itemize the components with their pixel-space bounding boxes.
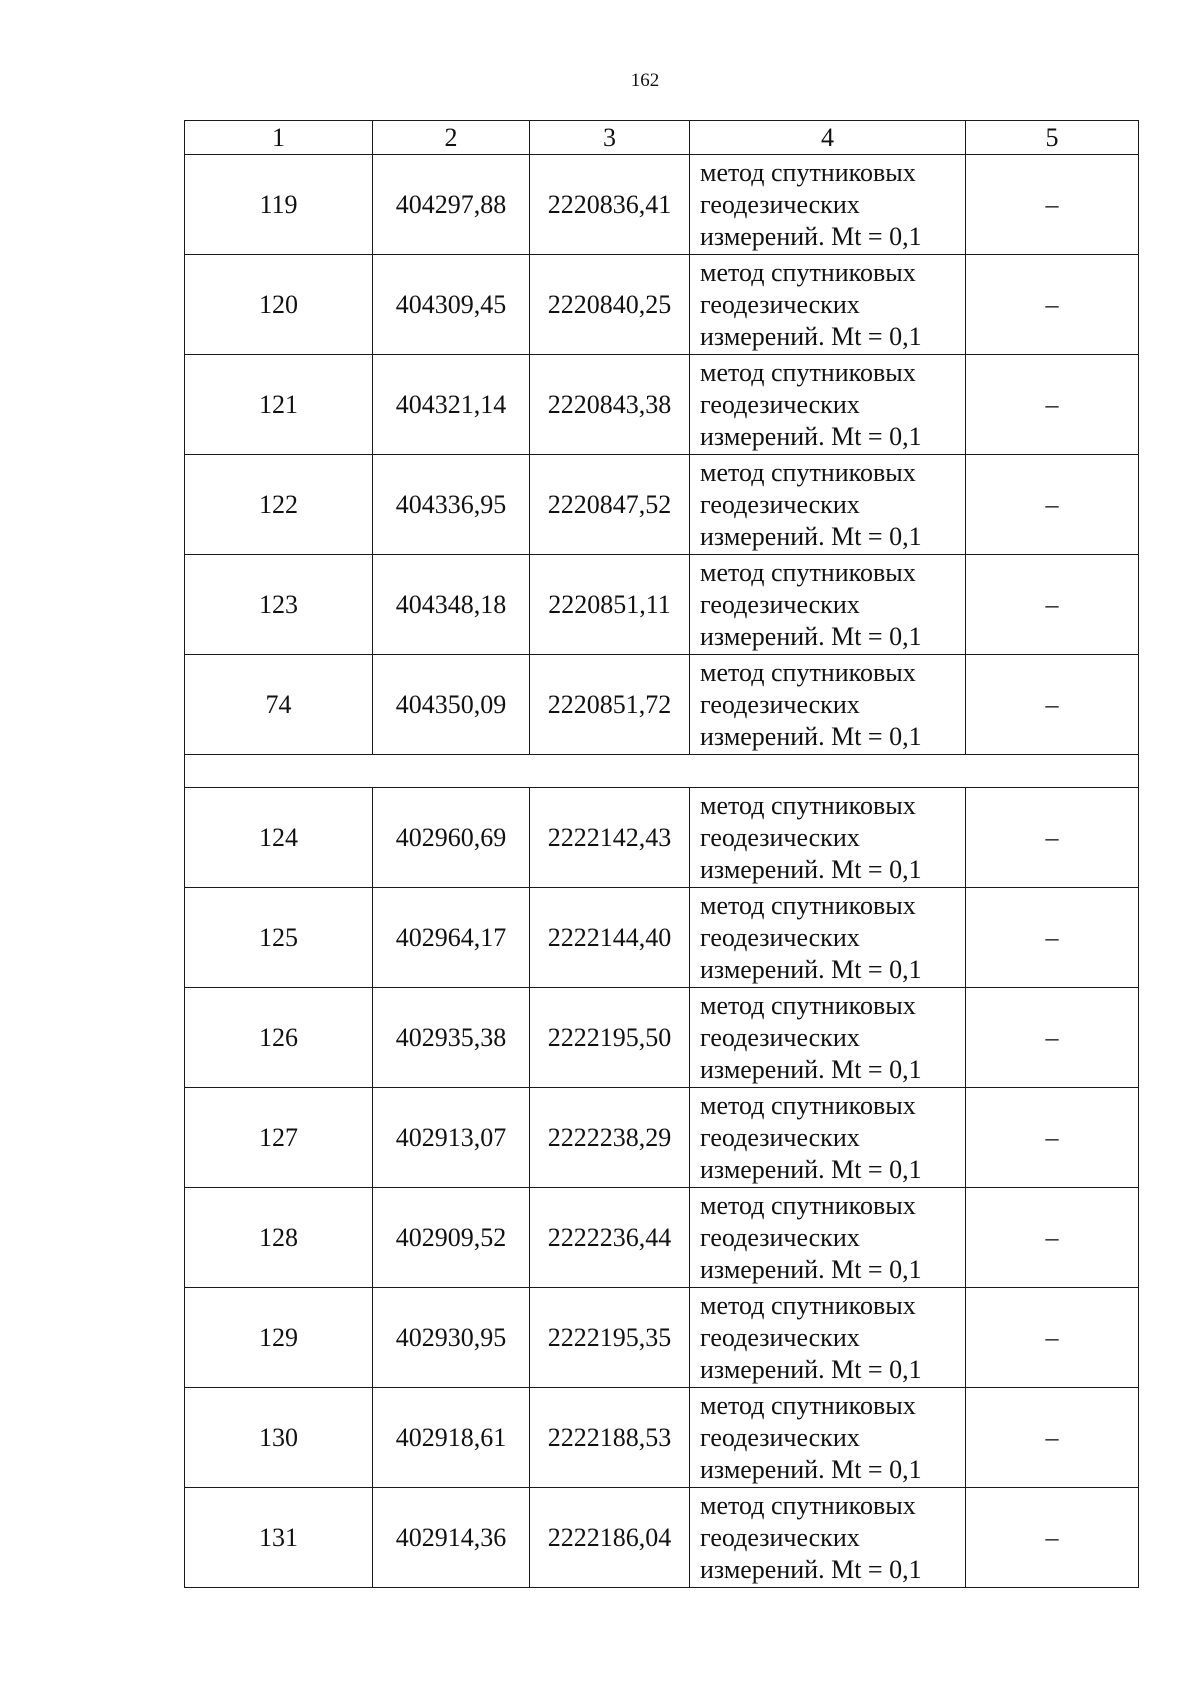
method-line: геодезических xyxy=(700,1522,860,1552)
method-cell xyxy=(690,155,966,255)
method-line: измерений. Mt = 0,1 xyxy=(700,1554,922,1584)
y-coordinate-cell: 2220836,41 xyxy=(530,155,690,255)
point-number-cell: 122 xyxy=(185,455,373,555)
method-cell xyxy=(690,1488,966,1588)
point-number-cell: 129 xyxy=(185,1288,373,1388)
method-line: измерений. Mt = 0,1 xyxy=(700,721,922,751)
table-row xyxy=(185,1488,1139,1588)
table-row xyxy=(185,988,1139,1088)
y-coordinate-cell: 2220851,11 xyxy=(530,555,690,655)
note-cell: – xyxy=(966,888,1139,988)
y-coordinate-cell: 2222144,40 xyxy=(530,888,690,988)
point-number-cell: 123 xyxy=(185,555,373,655)
y-coordinate-cell: 2222142,43 xyxy=(530,788,690,888)
y-coordinate-cell: 2222188,53 xyxy=(530,1388,690,1488)
column-header-1: 1 xyxy=(185,121,373,155)
y-coordinate-cell: 2222195,35 xyxy=(530,1288,690,1388)
method-cell xyxy=(690,888,966,988)
point-number-cell: 121 xyxy=(185,355,373,455)
note-cell: – xyxy=(966,1388,1139,1488)
table-row xyxy=(185,888,1139,988)
y-coordinate-cell: 2222195,50 xyxy=(530,988,690,1088)
method-line: геодезических xyxy=(700,689,860,719)
method-line: метод спутниковых xyxy=(700,257,916,287)
point-number-cell: 130 xyxy=(185,1388,373,1488)
method-cell xyxy=(690,1088,966,1188)
table-row xyxy=(185,155,1139,255)
method-line: измерений. Mt = 0,1 xyxy=(700,1054,922,1084)
method-line: метод спутниковых xyxy=(700,157,916,187)
point-number-cell: 131 xyxy=(185,1488,373,1588)
method-line: геодезических xyxy=(700,922,860,952)
note-cell: – xyxy=(966,1088,1139,1188)
coordinates-table xyxy=(184,120,1139,1588)
point-number-cell: 128 xyxy=(185,1188,373,1288)
x-coordinate-cell: 404336,95 xyxy=(373,455,530,555)
method-line: метод спутниковых xyxy=(700,1090,916,1120)
table-row xyxy=(185,1288,1139,1388)
table-row xyxy=(185,788,1139,888)
table-body xyxy=(185,121,1139,1588)
method-line: измерений. Mt = 0,1 xyxy=(700,1454,922,1484)
x-coordinate-cell: 402960,69 xyxy=(373,788,530,888)
method-line: измерений. Mt = 0,1 xyxy=(700,854,922,884)
x-coordinate-cell: 404321,14 xyxy=(373,355,530,455)
x-coordinate-cell: 404297,88 xyxy=(373,155,530,255)
table-row xyxy=(185,655,1139,755)
method-cell xyxy=(690,1288,966,1388)
method-line: геодезических xyxy=(700,189,860,219)
method-line: геодезических xyxy=(700,1022,860,1052)
note-cell: – xyxy=(966,455,1139,555)
method-line: измерений. Mt = 0,1 xyxy=(700,1254,922,1284)
y-coordinate-cell: 2220851,72 xyxy=(530,655,690,755)
method-cell xyxy=(690,1188,966,1288)
method-line: метод спутниковых xyxy=(700,557,916,587)
point-number-cell: 120 xyxy=(185,255,373,355)
table-row xyxy=(185,1088,1139,1188)
method-cell xyxy=(690,355,966,455)
x-coordinate-cell: 402909,52 xyxy=(373,1188,530,1288)
method-cell xyxy=(690,255,966,355)
column-header-4: 4 xyxy=(690,121,966,155)
x-coordinate-cell: 402964,17 xyxy=(373,888,530,988)
method-line: геодезических xyxy=(700,1422,860,1452)
method-line: метод спутниковых xyxy=(700,357,916,387)
method-cell xyxy=(690,555,966,655)
method-line: геодезических xyxy=(700,1122,860,1152)
method-line: метод спутниковых xyxy=(700,1290,916,1320)
note-cell: – xyxy=(966,1188,1139,1288)
method-line: геодезических xyxy=(700,389,860,419)
note-cell: – xyxy=(966,155,1139,255)
method-line: метод спутниковых xyxy=(700,1390,916,1420)
method-line: измерений. Mt = 0,1 xyxy=(700,1154,922,1184)
x-coordinate-cell: 402914,36 xyxy=(373,1488,530,1588)
y-coordinate-cell: 2222238,29 xyxy=(530,1088,690,1188)
y-coordinate-cell: 2220847,52 xyxy=(530,455,690,555)
note-cell: – xyxy=(966,988,1139,1088)
note-cell: – xyxy=(966,255,1139,355)
method-line: метод спутниковых xyxy=(700,1190,916,1220)
separator-cell xyxy=(185,755,1139,788)
method-cell xyxy=(690,655,966,755)
table-row xyxy=(185,1388,1139,1488)
y-coordinate-cell: 2222236,44 xyxy=(530,1188,690,1288)
y-coordinate-cell: 2220840,25 xyxy=(530,255,690,355)
x-coordinate-cell: 404350,09 xyxy=(373,655,530,755)
page-number: 162 xyxy=(630,70,660,91)
method-cell xyxy=(690,455,966,555)
method-line: метод спутниковых xyxy=(700,990,916,1020)
method-line: измерений. Mt = 0,1 xyxy=(700,954,922,984)
table-row xyxy=(185,1188,1139,1288)
method-cell xyxy=(690,788,966,888)
method-line: метод спутниковых xyxy=(700,790,916,820)
note-cell: – xyxy=(966,355,1139,455)
x-coordinate-cell: 402930,95 xyxy=(373,1288,530,1388)
point-number-cell: 127 xyxy=(185,1088,373,1188)
note-cell: – xyxy=(966,1288,1139,1388)
method-line: измерений. Mt = 0,1 xyxy=(700,1354,922,1384)
column-header-2: 2 xyxy=(373,121,530,155)
table-row xyxy=(185,555,1139,655)
y-coordinate-cell: 2222186,04 xyxy=(530,1488,690,1588)
separator-row xyxy=(185,755,1139,788)
note-cell: – xyxy=(966,655,1139,755)
method-cell xyxy=(690,1388,966,1488)
x-coordinate-cell: 402913,07 xyxy=(373,1088,530,1188)
method-line: метод спутниковых xyxy=(700,657,916,687)
method-line: геодезических xyxy=(700,1222,860,1252)
method-line: геодезических xyxy=(700,489,860,519)
method-line: метод спутниковых xyxy=(700,890,916,920)
note-cell: – xyxy=(966,788,1139,888)
method-line: измерений. Mt = 0,1 xyxy=(700,621,922,651)
method-line: метод спутниковых xyxy=(700,1490,916,1520)
x-coordinate-cell: 402935,38 xyxy=(373,988,530,1088)
y-coordinate-cell: 2220843,38 xyxy=(530,355,690,455)
x-coordinate-cell: 402918,61 xyxy=(373,1388,530,1488)
table-row xyxy=(185,255,1139,355)
method-line: измерений. Mt = 0,1 xyxy=(700,521,922,551)
method-line: геодезических xyxy=(700,589,860,619)
point-number-cell: 119 xyxy=(185,155,373,255)
table-row xyxy=(185,355,1139,455)
method-line: геодезических xyxy=(700,1322,860,1352)
method-line: измерений. Mt = 0,1 xyxy=(700,421,922,451)
column-header-5: 5 xyxy=(966,121,1139,155)
point-number-cell: 125 xyxy=(185,888,373,988)
method-line: геодезических xyxy=(700,822,860,852)
method-line: геодезических xyxy=(700,289,860,319)
method-line: метод спутниковых xyxy=(700,457,916,487)
x-coordinate-cell: 404309,45 xyxy=(373,255,530,355)
point-number-cell: 126 xyxy=(185,988,373,1088)
x-coordinate-cell: 404348,18 xyxy=(373,555,530,655)
header-row xyxy=(185,121,1139,155)
table-row xyxy=(185,455,1139,555)
point-number-cell: 74 xyxy=(185,655,373,755)
column-header-3: 3 xyxy=(530,121,690,155)
point-number-cell: 124 xyxy=(185,788,373,888)
method-line: измерений. Mt = 0,1 xyxy=(700,221,922,251)
method-cell xyxy=(690,988,966,1088)
method-line: измерений. Mt = 0,1 xyxy=(700,321,922,351)
note-cell: – xyxy=(966,1488,1139,1588)
note-cell: – xyxy=(966,555,1139,655)
